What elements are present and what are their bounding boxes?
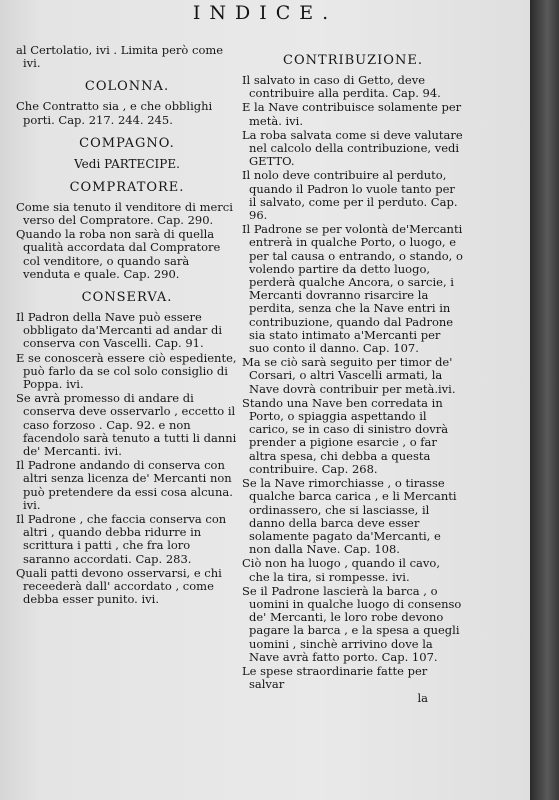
index-entry: La roba salvata come si deve valutare nel calcolo della contribuzione, vedi GETTO. [242,127,463,169]
index-entry: Che Contratto sia , e che obblighi porti. Cap. 217. 244. 245. [16,99,213,127]
index-entry: Se la Nave rimorchiasse , o tirasse qualche barca carica , e li Mercanti ordinassero, che si lasciasse, il danno della barca deve esser solamente pagato da'Mercanti, e non dalla Nave. Cap. 108. [242,476,457,557]
section-heading: CONSERVA. [81,290,173,306]
index-entry: Il nolo deve contribuire al perduto, quando il Padron lo vuole tanto per il salvato, come per il perduto. Cap. 96. [242,168,458,223]
index-entry: Il salvato in caso di Getto, deve contribuire alla perdita. Cap. 94. [242,73,441,101]
index-entry: Il Padrone se per volontà de'Mercanti entrerà in qualche Porto, o luogo, e per tal causa o entrando, o stando, o volendo partire da detto luogo, perderà qualche Ancora, o sarcie, i Mercanti dovranno risarcire la perdita, senza che la Nave entri in contribuzione, quando dal Padrone sia stato intimato a'Mercanti per suo conto il danno. Cap. 107. [242,222,463,356]
right-column [242,44,464,705]
index-entry: Ciò non ha luogo , quando il cavo, che la tira, si rompesse. ivi. [242,556,440,584]
index-entry: Se avrà promesso di andare di conserva deve osservarlo , eccetto il caso forzoso . Cap. 92. e non facendolo sarà tenuto a tutti li danni de' Mercanti. ivi. [16,391,237,459]
page-header: INDICE. [192,2,338,24]
index-entry: Come sia tenuto il venditore di merci verso del Compratore. Cap. 290. [16,199,233,228]
section-heading: COMPRATORE. [69,179,185,195]
index-entry: Ma se ciò sarà seguito per timor de' Corsari, o altri Vascelli armati, la Nave dovrà contribuir per metà.ivi. [242,355,456,396]
section-heading: COMPAGNO. [79,135,175,151]
cross-reference: Vedi PARTECIPE. [74,156,180,171]
index-entry: Il Padrone andando di conserva con altri senza licenza de' Mercanti non può pretendere da essi cosa alcuna. ivi. [16,458,233,512]
left-column [16,44,238,608]
index-entry: E la Nave contribuisce solamente per metà. ivi. [242,100,462,128]
section-heading: COLONNA. [84,79,170,95]
book-edge [530,0,559,800]
index-entry: Le spese straordinarie fatte per salvar [242,663,428,692]
index-entry: Quali patti devono osservarsi, e chi receederà dall' accordato , come debba esser punito. ivi. [16,565,222,607]
index-entry: E se conoscerà essere ciò espediente, può farlo da se col solo consiglio di Poppa. ivi. [16,350,237,392]
index-entry: al Certolatio, ivi . Limita però come ivi. [16,43,224,71]
catchword: la [417,691,428,706]
index-entry: Quando la roba non sarà di quella qualità accordata dal Compratore col venditore, o quando sarà venduta e quale. Cap. 290. [16,227,221,281]
index-entry: Il Padron della Nave può essere obbligato da'Mercanti ad andar di conserva con Vascelli. Cap. 91. [16,310,223,351]
index-entry: Stando una Nave ben corredata in Porto, o spiaggia aspettando il carico, se in caso di sinistro dovrà prender a pigione esarcie , o far altra spesa, chi debba a questa contribuire. Cap. 268. [242,395,449,476]
index-entry: Se il Padrone lascierà la barca , o uomini in qualche luogo di consenso de' Mercanti, le loro robe devono pagare la barca , e la spesa a quegli uomini , sinchè arrivino dove la Nave avrà fatto porto. Cap. 107. [242,583,462,664]
index-entry: Il Padrone , che faccia conserva con altri , quando debba ridurre in scrittura i patti , che fra loro saranno accordati. Cap. 283. [16,512,227,566]
section-heading: CONTRIBUZIONE. [283,53,423,68]
